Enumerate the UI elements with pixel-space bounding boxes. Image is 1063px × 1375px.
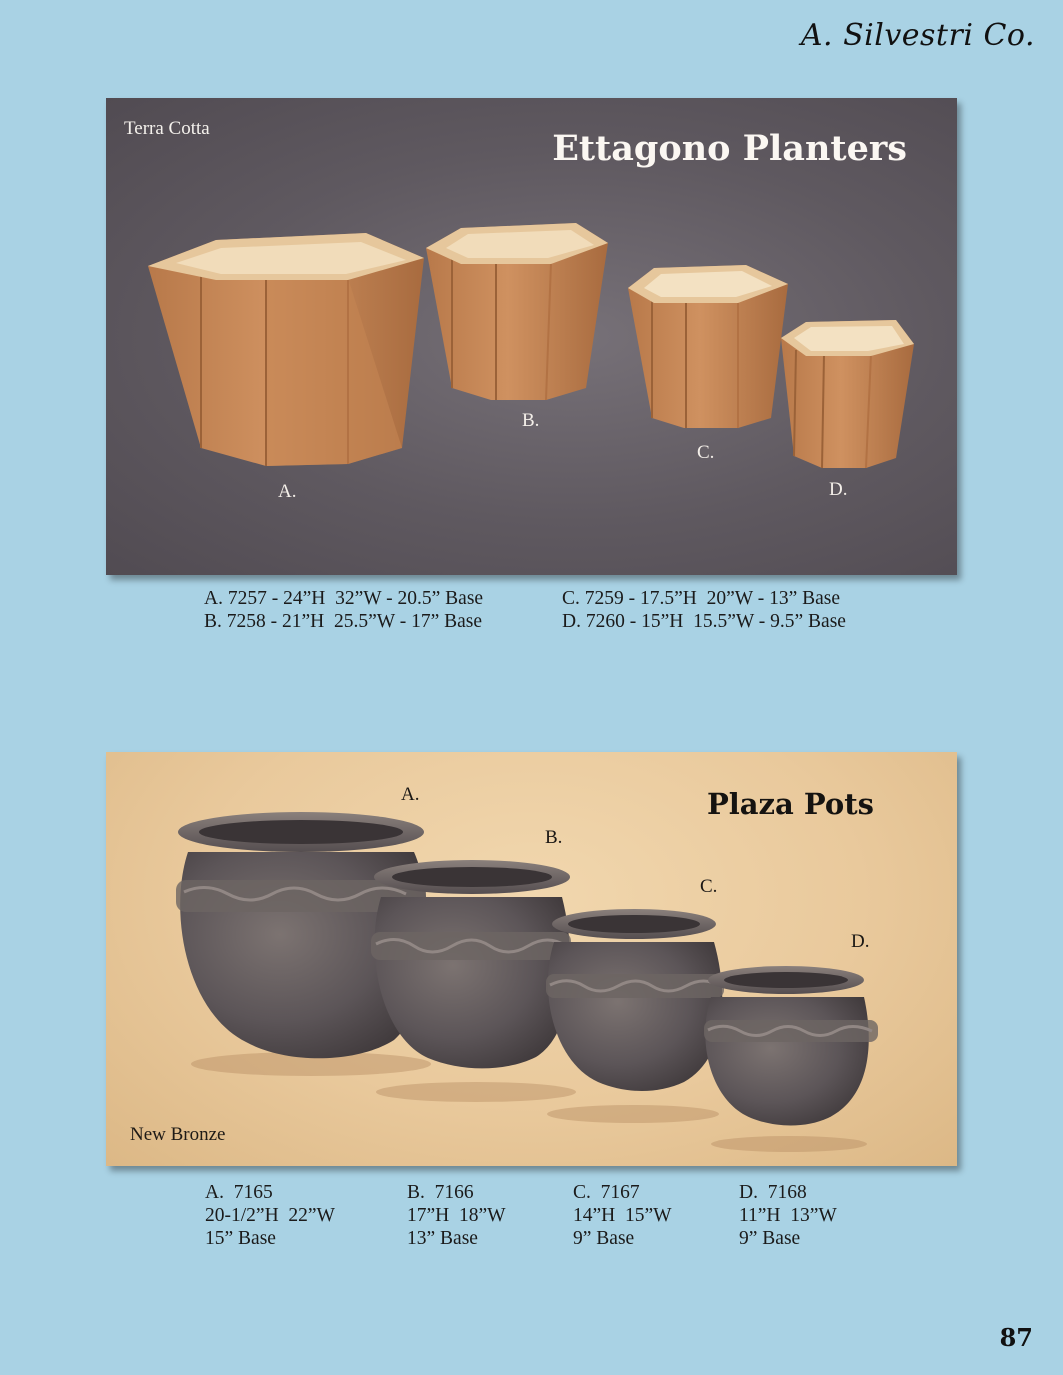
- spec-code: A. 7165: [205, 1182, 273, 1203]
- spec-base: 9” Base: [573, 1228, 635, 1249]
- item-label-d: D.: [829, 479, 848, 500]
- spec-base: 15” Base: [205, 1228, 276, 1249]
- brand-name: A. Silvestri Co.: [800, 18, 1035, 53]
- section-title: Ettagono Planters: [552, 128, 907, 169]
- spec-size: 17”H 18”W: [407, 1205, 506, 1226]
- page-number: 87: [999, 1323, 1033, 1352]
- spec-code: C. 7167: [573, 1182, 640, 1203]
- spec-block-b: [407, 1181, 506, 1250]
- item-label-d: D.: [851, 931, 870, 952]
- section-title: Plaza Pots: [706, 787, 874, 821]
- spec-size: 11”H 13”W: [739, 1205, 837, 1226]
- finish-label: New Bronze: [130, 1124, 226, 1145]
- spec-block-c: [573, 1181, 672, 1250]
- item-label-c: C.: [697, 442, 715, 463]
- pot-d: [704, 966, 878, 1126]
- item-label-a: A.: [278, 481, 297, 502]
- spec-line: A. 7257 - 24”H 32”W - 20.5” Base: [204, 588, 484, 609]
- planter-a: [148, 233, 424, 466]
- spec-line: D. 7260 - 15”H 15.5”W - 9.5” Base: [562, 611, 846, 632]
- spec-block-a: [205, 1181, 335, 1250]
- pot-c: [546, 909, 724, 1091]
- spec-code: D. 7168: [739, 1182, 807, 1203]
- spec-size: 20-1/2”H 22”W: [205, 1205, 335, 1226]
- spec-base: 13” Base: [407, 1228, 478, 1249]
- item-label-b: B.: [545, 827, 563, 848]
- spec-line: B. 7258 - 21”H 25.5”W - 17” Base: [204, 611, 482, 632]
- spec-base: 9” Base: [739, 1228, 801, 1249]
- ettagono-planters-illustration: [106, 98, 957, 575]
- spec-code: B. 7166: [407, 1182, 474, 1203]
- ettagono-planters-photo: [106, 98, 957, 575]
- item-label-c: C.: [700, 876, 718, 897]
- finish-label: Terra Cotta: [124, 118, 210, 139]
- plaza-pots-photo: [106, 752, 957, 1166]
- item-label-a: A.: [401, 784, 420, 805]
- spec-size: 14”H 15”W: [573, 1205, 672, 1226]
- planter-c: [628, 265, 788, 428]
- planter-d: [781, 320, 914, 468]
- item-label-b: B.: [522, 410, 540, 431]
- spec-block-d: [739, 1181, 837, 1250]
- spec-line: C. 7259 - 17.5”H 20”W - 13” Base: [562, 588, 840, 609]
- planter-b: [426, 223, 608, 400]
